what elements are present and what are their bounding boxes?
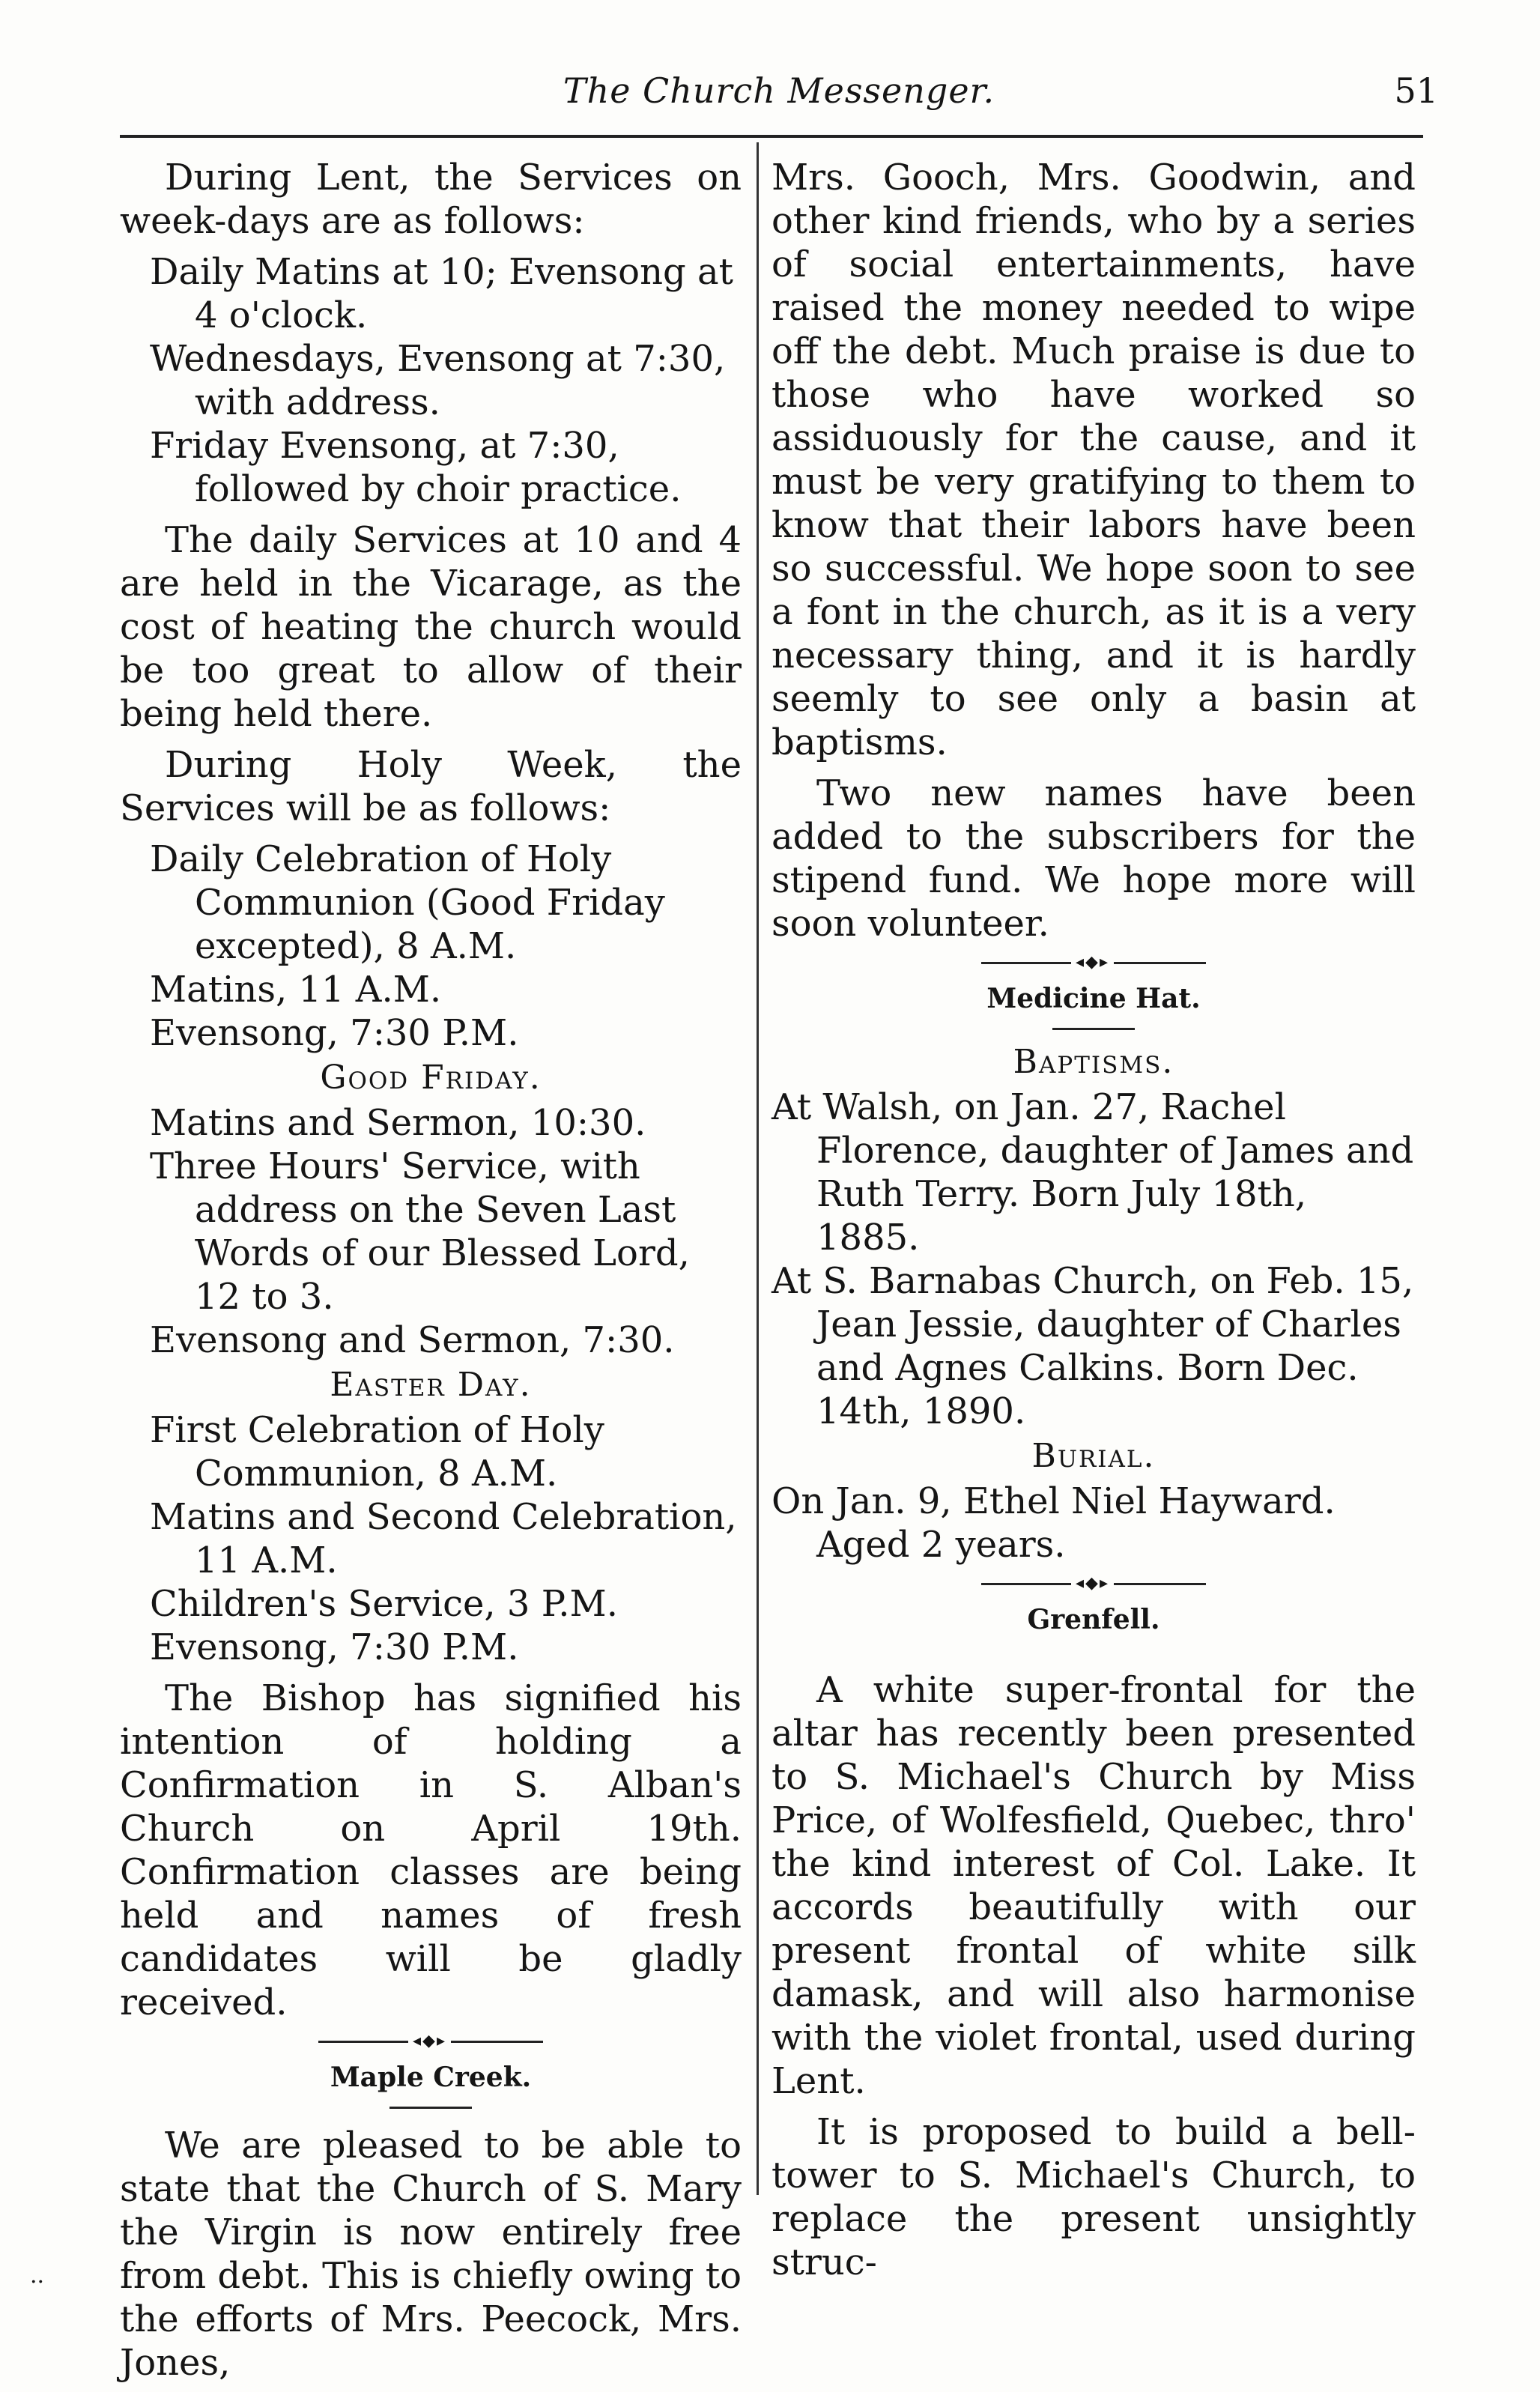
burial-entry: On Jan. 9, Ethel Niel Hayward. Aged 2 years. xyxy=(771,1480,1336,1566)
short-rule xyxy=(1052,1028,1135,1030)
good-friday-item: Evensong and Sermon, 7:30. xyxy=(150,1319,675,1361)
maple-creek-title: Maple Creek. xyxy=(330,2062,532,2093)
section-ornament xyxy=(981,1574,1206,1593)
grenfell-title: Grenfell. xyxy=(1027,1604,1160,1635)
lent-item: Wednesdays, Evensong at 7:30, with address. xyxy=(150,338,726,423)
page-header xyxy=(120,66,1438,126)
holy-week-intro: During Holy Week, the Services will be as follows: xyxy=(120,744,742,829)
page-number: 51 xyxy=(1394,70,1438,111)
lent-item: Friday Evensong, at 7:30, followed by choir practice. xyxy=(150,425,682,510)
maple-creek-text: We are pleased to be able to state that the Church of S. Mary the Virgin is now entirely free from debt. This is chiefly owing to the efforts of Mrs. Peecock, Mrs. Jones, xyxy=(120,2125,742,2384)
section-ornament xyxy=(981,953,1206,972)
baptisms-heading: Baptisms. xyxy=(1013,1043,1174,1081)
footer-mark: .. xyxy=(30,2262,45,2289)
easter-item: Evensong, 7:30 P.M. xyxy=(150,1626,519,1668)
medicine-hat-title: Medicine Hat. xyxy=(986,983,1201,1014)
easter-item: First Celebration of Holy Communion, 8 A.M. xyxy=(150,1409,604,1495)
easter-day-heading: Easter Day. xyxy=(330,1366,532,1404)
baptism-entry: At Walsh, on Jan. 27, Rachel Florence, daughter of James and Ruth Terry. Born July 18th, 1885. xyxy=(771,1086,1414,1259)
good-friday-heading: Good Friday. xyxy=(320,1059,542,1097)
section-ornament xyxy=(318,2032,543,2050)
confirmation-notice: The Bishop has signified his intention of holding a Confirmation in S. Alban's Church on April 19th. Confirmation classes are being held and names of fresh candidates will be gladly received. xyxy=(120,1677,742,2023)
left-column xyxy=(120,156,742,2392)
ornament-glyph: ◂◆▸ xyxy=(1071,953,1114,972)
short-rule xyxy=(389,2107,472,2109)
good-friday-item: Three Hours' Service, with address on the Seven Last Words of our Blessed Lord, 12 to 3. xyxy=(150,1145,690,1318)
running-title: The Church Messenger. xyxy=(563,70,995,111)
easter-item: Children's Service, 3 P.M. xyxy=(150,1583,618,1625)
maple-creek-continued: Mrs. Gooch, Mrs. Goodwin, and other kind friends, who by a series of social entertainments, have raised the money needed to wipe off the debt. Much praise is due to those who have worked so assiduously for the cause, and it must be very gratifying to them to know that their labors have been so successful. We hope soon to see a font in the church, as it is a very necessary thing, and it is hardly seemly to see only a basin at baptisms. xyxy=(771,157,1416,763)
lent-item: Daily Matins at 10; Evensong at 4 o'clock. xyxy=(150,251,733,336)
lent-note: The daily Services at 10 and 4 are held in the Vicarage, as the cost of heating the church would be too great to allow of their being held there. xyxy=(120,519,742,735)
baptism-entry: At S. Barnabas Church, on Feb. 15, Jean Jessie, daughter of Charles and Agnes Calkins. Born Dec. 14th, 1890. xyxy=(771,1260,1414,1432)
stipend-note: Two new names have been added to the subscribers for the stipend fund. We hope more will soon volunteer. xyxy=(771,772,1416,945)
burial-heading: Burial. xyxy=(1031,1437,1156,1475)
good-friday-item: Matins and Sermon, 10:30. xyxy=(150,1102,646,1144)
grenfell-paragraph: A white super-frontal for the altar has recently been presented to S. Michael's Church by Miss Price, of Wolfesfield, Quebec, thro' the kind interest of Col. Lake. It accords beautifully with our present frontal of white silk damask, and will also harmonise with the violet frontal, used during Lent. xyxy=(771,1669,1416,2102)
holy-week-item: Evensong, 7:30 P.M. xyxy=(150,1012,519,1054)
ornament-glyph: ◂◆▸ xyxy=(1071,1574,1114,1593)
ornament-glyph: ◂◆▸ xyxy=(408,2032,451,2050)
header-rule xyxy=(120,135,1423,138)
holy-week-item: Daily Celebration of Holy Communion (Good Friday excepted), 8 A.M. xyxy=(150,838,665,967)
holy-week-item: Matins, 11 A.M. xyxy=(150,969,442,1011)
easter-item: Matins and Second Celebration, 11 A.M. xyxy=(150,1496,737,1581)
lent-intro: During Lent, the Services on week-days are as follows: xyxy=(120,157,742,242)
column-divider xyxy=(757,142,759,2195)
right-column xyxy=(771,156,1416,2292)
grenfell-paragraph: It is proposed to build a bell-tower to S. Michael's Church, to replace the present unsightly struc- xyxy=(771,2111,1416,2283)
